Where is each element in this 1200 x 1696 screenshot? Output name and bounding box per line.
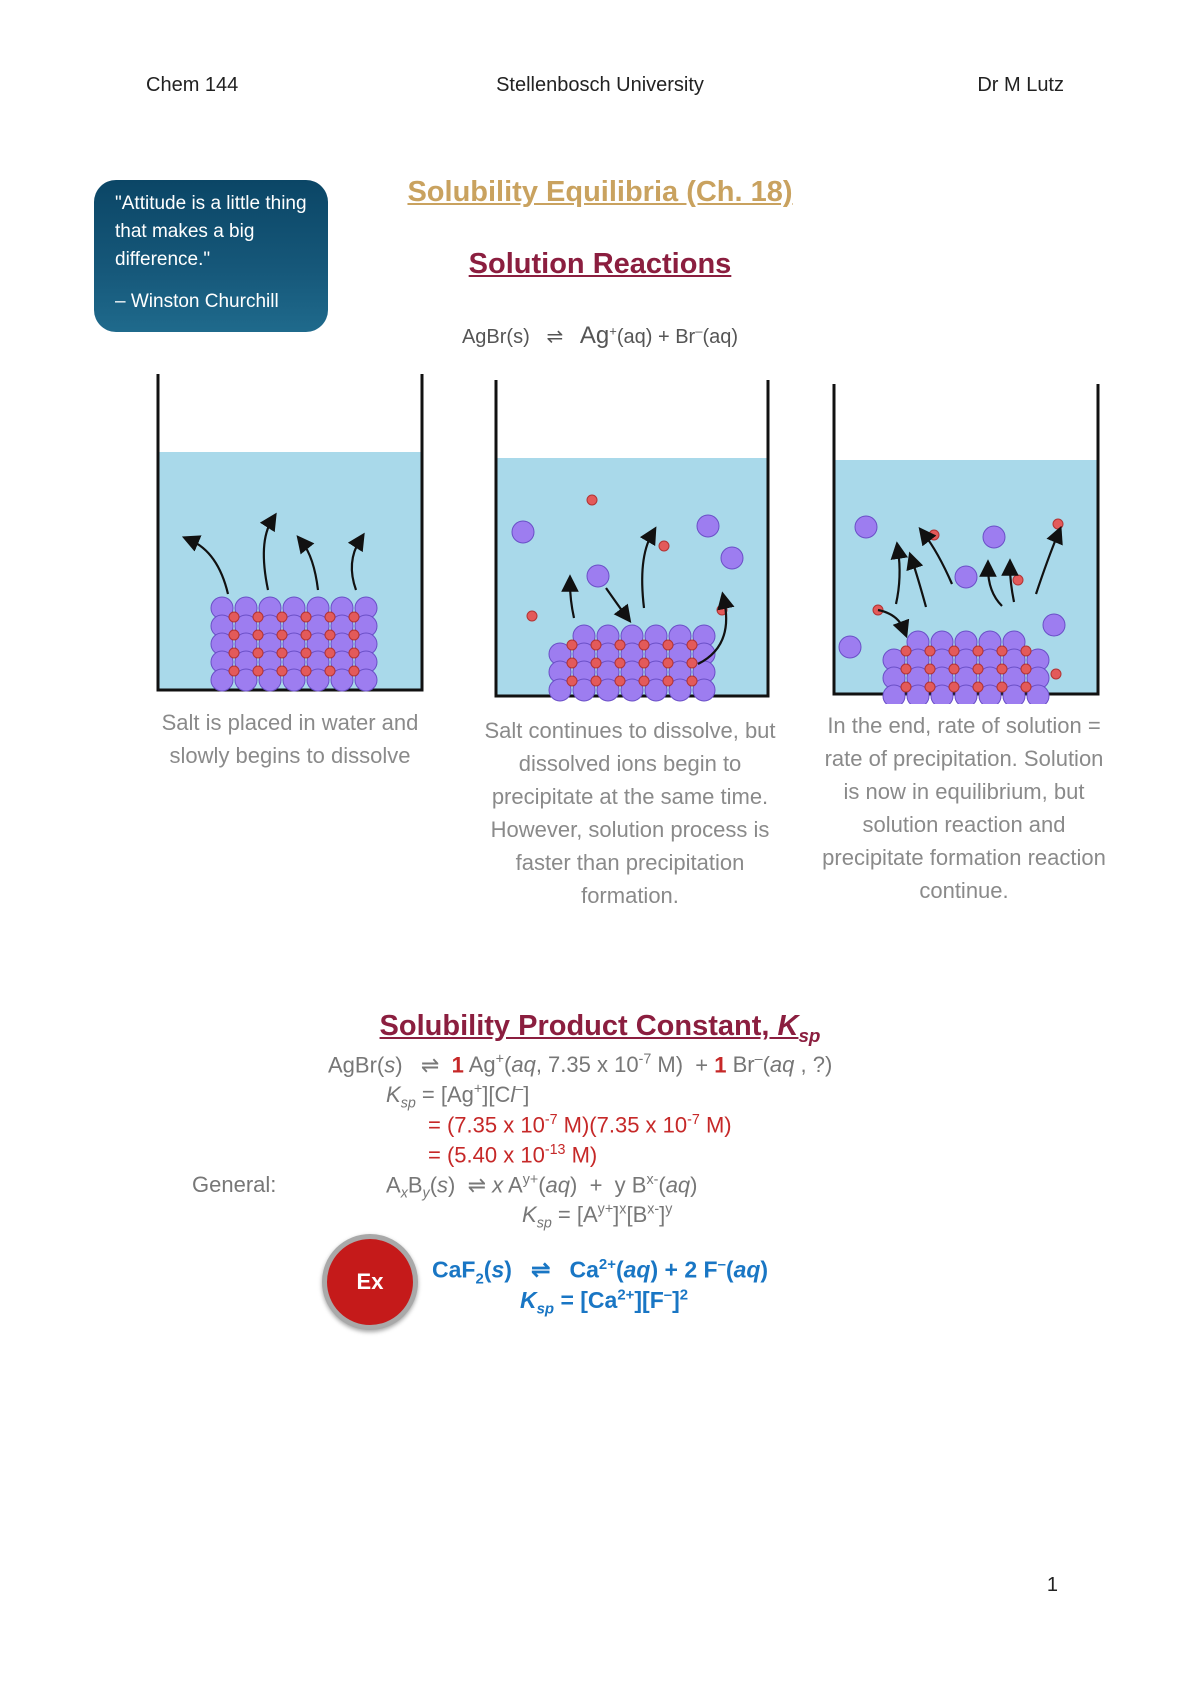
salt-crystal <box>211 597 377 691</box>
section-title-solution-reactions: Solution Reactions <box>468 248 732 280</box>
example-equation: CaF$_2$(s) ⇌ $Ca^{2+}(aq) + 2$ F–(aq) <box>432 1256 769 1288</box>
bromide-ion <box>253 630 263 640</box>
example-ksp-symbol: K <box>520 1286 537 1313</box>
header-university: Stellenbosch University <box>496 74 704 96</box>
reaction-equation: AgBr(s) ⇌ Ag+(aq) + Br–(aq) <box>461 322 739 349</box>
example-ksp-sub: sp <box>536 1300 555 1318</box>
silver-ion <box>721 547 743 569</box>
bromide-ion <box>277 666 287 676</box>
general-ksp-symbol: K <box>522 1202 537 1228</box>
bromide-ion <box>301 612 311 622</box>
beaker-1-illustration <box>150 372 430 702</box>
beaker-3-illustration <box>826 382 1106 704</box>
bromide-ion <box>997 664 1007 674</box>
bromide-ion <box>325 630 335 640</box>
bromide-ion <box>277 630 287 640</box>
bromide-ion <box>229 612 239 622</box>
bromide-ion <box>925 646 935 656</box>
bromide-ion <box>639 640 649 650</box>
silver-ion <box>983 526 1005 548</box>
bromide-ion <box>925 664 935 674</box>
bromide-ion <box>901 646 911 656</box>
general-ksp <box>522 1202 672 1232</box>
bromide-ion <box>663 640 673 650</box>
bromide-ion <box>925 682 935 692</box>
bromide-ion <box>949 646 959 656</box>
bromide-ion <box>1053 519 1063 529</box>
bromide-ion <box>1021 646 1031 656</box>
equilibrium-arrow: ⇌ <box>546 326 564 348</box>
caption-beaker-3: In the end, rate of solution = rate of precipitation. Solution is now in equilibrium, but solution reaction and precipitate formation reaction continue. <box>822 713 1106 903</box>
bromide-ion <box>997 682 1007 692</box>
general-ksp-expression: = $[A^{y+}]^x[B^{x-}]^y$ <box>557 1202 673 1228</box>
reaction-ag-state: (aq) <box>616 326 653 348</box>
bromide-ion <box>591 658 601 668</box>
quote-text: "Attitude is a little thing that makes a big difference." <box>115 193 307 270</box>
bromide-ion <box>277 648 287 658</box>
bromide-ion <box>973 646 983 656</box>
bromide-ion <box>591 676 601 686</box>
general-equation: $A_xB_y(s)$ ⇌ x $A^{y+}(aq) + y$ $B^{x-}(aq)$ <box>386 1172 698 1202</box>
quote-author: – Winston Churchill <box>115 291 279 312</box>
bromide-ion <box>527 611 537 621</box>
bromide-ion <box>301 648 311 658</box>
example-ksp <box>520 1286 688 1317</box>
general-label: General: <box>192 1172 277 1197</box>
ksp-coef-ag: 1 <box>451 1052 464 1078</box>
bromide-ion <box>349 630 359 640</box>
bromide-ion <box>929 530 939 540</box>
bromide-ion <box>349 666 359 676</box>
bromide-ion <box>949 682 959 692</box>
ksp-line-1-ag: Ag+(aq, 7.35 x $10^{-7}$ M) <box>468 1052 684 1078</box>
bromide-ion <box>615 658 625 668</box>
reaction-ag: Ag <box>579 322 610 349</box>
bromide-ion <box>587 495 597 505</box>
general-ksp-sub: sp <box>536 1215 552 1232</box>
bromide-ion <box>659 541 669 551</box>
ksp-line-2 <box>386 1082 529 1112</box>
bromide-ion <box>325 666 335 676</box>
bromide-ion <box>1013 575 1023 585</box>
bromide-ion <box>1051 669 1061 679</box>
ksp-expression: = [Ag+][Cl–] <box>421 1082 530 1108</box>
bromide-ion <box>687 640 697 650</box>
bromide-ion <box>349 648 359 658</box>
bromide-ion <box>591 640 601 650</box>
silver-ion <box>1043 614 1065 636</box>
reaction-left: AgBr(s) <box>461 326 530 348</box>
salt-crystal <box>549 625 715 701</box>
bromide-ion <box>253 648 263 658</box>
header-course: Chem 144 <box>146 74 239 96</box>
bromide-ion <box>1021 664 1031 674</box>
bromide-ion <box>901 682 911 692</box>
bromide-ion <box>253 612 263 622</box>
caption-beaker-1: Salt is placed in water and slowly begins to dissolve <box>161 710 419 768</box>
bromide-ion <box>277 612 287 622</box>
bromide-ion <box>687 658 697 668</box>
bromide-ion <box>663 676 673 686</box>
bromide-ion <box>301 666 311 676</box>
ksp-symbol: K <box>386 1082 401 1108</box>
ksp-line-1: AgBr(s) ⇌ 1 Ag+(aq, 7.35 x $10^{-7}$ M) + 1 Br–(aq , ?) <box>328 1052 833 1078</box>
reaction-br-state: (aq) <box>702 326 739 348</box>
page-number: 1 <box>1046 1574 1058 1596</box>
ksp-title-text: Solubility Product Constant, <box>379 1010 770 1042</box>
ksp-line-1-br: Br–(aq , ?) <box>732 1052 833 1078</box>
bromide-ion <box>349 612 359 622</box>
bromide-ion <box>229 648 239 658</box>
beaker-2-illustration <box>488 378 776 708</box>
bromide-ion <box>901 664 911 674</box>
bromide-ion <box>973 664 983 674</box>
bromide-ion <box>253 666 263 676</box>
reaction-plus: + <box>657 326 670 348</box>
silver-ion <box>697 515 719 537</box>
bromide-ion <box>687 676 697 686</box>
ksp-coef-br: 1 <box>714 1052 727 1078</box>
example-ksp-expression: = $[Ca^{2+}][F^-]^2$ <box>560 1286 689 1313</box>
ksp-line-4: = (5.40 x $10^{-13}$ M) <box>428 1142 598 1168</box>
bromide-ion <box>949 664 959 674</box>
salt-crystal <box>883 631 1049 704</box>
silver-ion <box>512 521 534 543</box>
bromide-ion <box>639 658 649 668</box>
bromide-ion <box>639 676 649 686</box>
bromide-ion <box>229 630 239 640</box>
bromide-ion <box>615 640 625 650</box>
silver-ion <box>955 566 977 588</box>
bromide-ion <box>973 682 983 692</box>
bromide-ion <box>567 658 577 668</box>
caption-beaker-2: Salt continues to dissolve, but dissolved ions begin to precipitate at the same time. However, solution process is faster than precipitation formation. <box>484 718 776 908</box>
reaction-br: Br <box>675 326 696 348</box>
bromide-ion <box>229 666 239 676</box>
bromide-ion <box>301 630 311 640</box>
silver-ion <box>587 565 609 587</box>
silver-ion <box>839 636 861 658</box>
bromide-ion <box>1021 682 1031 692</box>
ksp-line-3: = (7.35 x $10^{-7}$ M)(7.35 x $10^{-7}$ M) <box>428 1112 732 1138</box>
bromide-ion <box>567 640 577 650</box>
section-title-ksp <box>0 1010 1200 1047</box>
ksp-line-1-lhs: AgBr(s) <box>328 1052 403 1078</box>
silver-ion <box>855 516 877 538</box>
bromide-ion <box>325 648 335 658</box>
ksp-sub: sp <box>400 1095 416 1112</box>
example-badge: Ex <box>322 1234 418 1330</box>
page-title: Solubility Equilibria (Ch. 18) <box>407 176 793 208</box>
bromide-ion <box>615 676 625 686</box>
bromide-ion <box>663 658 673 668</box>
bromide-ion <box>997 646 1007 656</box>
bromide-ion <box>325 612 335 622</box>
header-author: Dr M Lutz <box>977 74 1064 96</box>
bromide-ion <box>567 676 577 686</box>
ksp-title-sub: sp <box>798 1024 821 1046</box>
ksp-title-symbol: K <box>777 1010 799 1042</box>
